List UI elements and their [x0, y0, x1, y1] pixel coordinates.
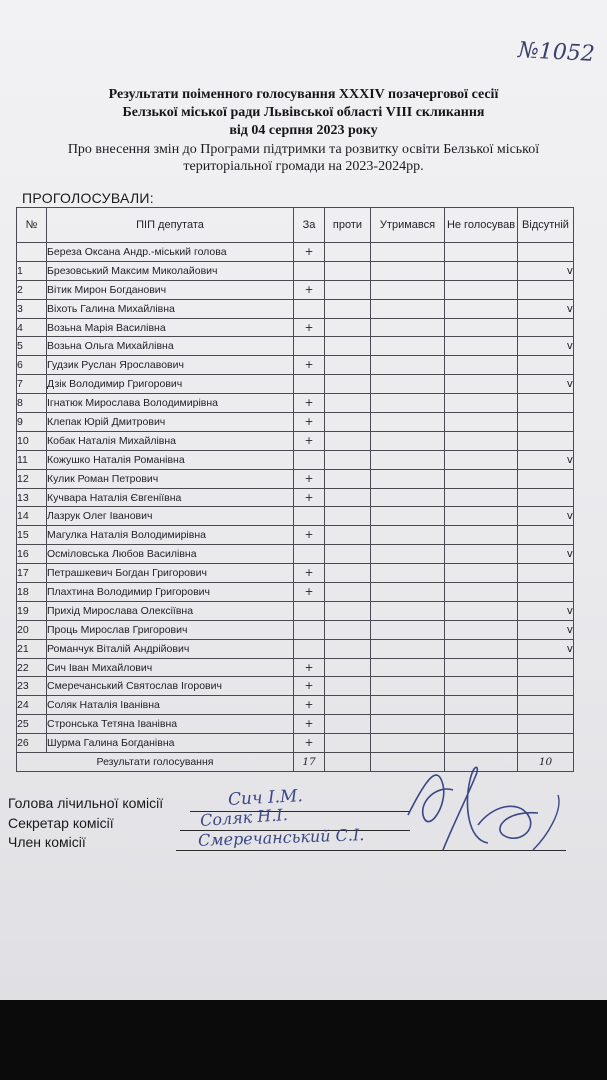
vote-against-cell	[325, 734, 371, 753]
signature-handwritten-secretary: Соляк Н.І.	[199, 804, 289, 831]
row-number: 3	[17, 299, 47, 318]
vote-for-mark	[294, 450, 325, 469]
deputy-name: Віхоть Галина Михайлівна	[47, 299, 294, 318]
table-row	[17, 299, 574, 318]
vote-against-cell	[325, 715, 371, 734]
vote-abstained-cell	[371, 639, 445, 658]
header-not-voted: Не голосував	[445, 208, 518, 243]
table-row	[17, 507, 574, 526]
heading-line-1: Результати поіменного голосування XXXIV позачергової сесії	[108, 87, 499, 102]
vote-abstained-cell	[371, 431, 445, 450]
vote-for-mark	[294, 299, 325, 318]
deputy-name: Шурма Галина Богданівна	[47, 734, 294, 753]
vote-for-mark: +	[294, 394, 325, 413]
signature-role-secretary: Секретар комісії	[8, 815, 114, 831]
signature-scribble-image	[398, 755, 578, 865]
header-name: ПІП депутата	[47, 208, 294, 243]
vote-for-mark: +	[294, 469, 325, 488]
deputy-name: Кобак Наталія Михайлівна	[47, 431, 294, 450]
vote-not-voted-cell	[445, 469, 518, 488]
vote-against-cell	[325, 375, 371, 394]
vote-absent-mark: v	[518, 601, 574, 620]
vote-for-mark: +	[294, 564, 325, 583]
deputy-name: Береза Оксана Андр.-міський голова	[47, 243, 294, 262]
voted-label: ПРОГОЛОСУВАЛИ:	[22, 190, 154, 206]
vote-for-mark: +	[294, 488, 325, 507]
vote-for-mark: +	[294, 356, 325, 375]
deputy-name: Возьна Марія Василівна	[47, 318, 294, 337]
vote-not-voted-cell	[445, 620, 518, 639]
row-number: 10	[17, 431, 47, 450]
vote-against-cell	[325, 261, 371, 280]
vote-not-voted-cell	[445, 526, 518, 545]
vote-abstained-cell	[371, 413, 445, 432]
signature-role-chair: Голова лічильної комісії	[8, 795, 164, 811]
vote-not-voted-cell	[445, 375, 518, 394]
vote-not-voted-cell	[445, 413, 518, 432]
vote-not-voted-cell	[445, 299, 518, 318]
table-row	[17, 715, 574, 734]
vote-absent-mark: v	[518, 299, 574, 318]
vote-for-mark: +	[294, 318, 325, 337]
row-number: 12	[17, 469, 47, 488]
deputy-name: Проць Мирослав Григорович	[47, 620, 294, 639]
deputy-name: Дзік Володимир Григорович	[47, 375, 294, 394]
vote-not-voted-cell	[445, 243, 518, 262]
table-header-row	[17, 208, 574, 243]
totals-absent: 10	[518, 753, 574, 772]
row-number: 19	[17, 601, 47, 620]
header-against: проти	[325, 208, 371, 243]
table-row	[17, 243, 574, 262]
table-row	[17, 564, 574, 583]
vote-against-cell	[325, 545, 371, 564]
table-row	[17, 394, 574, 413]
vote-absent-mark	[518, 431, 574, 450]
table-row	[17, 601, 574, 620]
deputy-name: Петрашкевич Богдан Григорович	[47, 564, 294, 583]
vote-not-voted-cell	[445, 696, 518, 715]
table-row	[17, 375, 574, 394]
vote-abstained-cell	[371, 469, 445, 488]
row-number: 26	[17, 734, 47, 753]
vote-abstained-cell	[371, 337, 445, 356]
vote-for-mark: +	[294, 658, 325, 677]
vote-absent-mark: v	[518, 545, 574, 564]
vote-against-cell	[325, 639, 371, 658]
vote-absent-mark	[518, 715, 574, 734]
row-number: 15	[17, 526, 47, 545]
vote-abstained-cell	[371, 564, 445, 583]
subject-line-2: територіальної громади на 2023-2024рр.	[183, 159, 424, 174]
table-row	[17, 696, 574, 715]
vote-for-mark	[294, 545, 325, 564]
table-row	[17, 639, 574, 658]
vote-absent-mark	[518, 734, 574, 753]
row-number: 4	[17, 318, 47, 337]
vote-absent-mark: v	[518, 620, 574, 639]
deputy-name: Смеречанський Святослав Ігорович	[47, 677, 294, 696]
deputy-name: Кучвара Наталія Євгеніївна	[47, 488, 294, 507]
vote-not-voted-cell	[445, 658, 518, 677]
vote-against-cell	[325, 620, 371, 639]
vote-abstained-cell	[371, 299, 445, 318]
row-number	[17, 243, 47, 262]
vote-for-mark: +	[294, 243, 325, 262]
row-number: 20	[17, 620, 47, 639]
vote-for-mark: +	[294, 526, 325, 545]
deputy-name: Брезовський Максим Миколайович	[47, 261, 294, 280]
vote-against-cell	[325, 564, 371, 583]
header-for: За	[294, 208, 325, 243]
table-row	[17, 620, 574, 639]
table-row	[17, 261, 574, 280]
vote-absent-mark	[518, 469, 574, 488]
totals-label: Результати голосування	[17, 753, 294, 772]
vote-against-cell	[325, 299, 371, 318]
vote-abstained-cell	[371, 488, 445, 507]
vote-abstained-cell	[371, 620, 445, 639]
row-number: 2	[17, 280, 47, 299]
vote-for-mark: +	[294, 431, 325, 450]
vote-not-voted-cell	[445, 318, 518, 337]
vote-against-cell	[325, 696, 371, 715]
vote-abstained-cell	[371, 583, 445, 602]
vote-not-voted-cell	[445, 677, 518, 696]
vote-for-mark	[294, 620, 325, 639]
vote-absent-mark	[518, 356, 574, 375]
vote-abstained-cell	[371, 658, 445, 677]
table-row	[17, 734, 574, 753]
table-row	[17, 583, 574, 602]
vote-not-voted-cell	[445, 583, 518, 602]
row-number: 22	[17, 658, 47, 677]
vote-against-cell	[325, 431, 371, 450]
vote-for-mark	[294, 639, 325, 658]
vote-for-mark: +	[294, 715, 325, 734]
vote-against-cell	[325, 394, 371, 413]
signature-handwritten-chair: Сич І.М.	[227, 786, 304, 810]
vote-absent-mark: v	[518, 261, 574, 280]
row-number: 25	[17, 715, 47, 734]
vote-not-voted-cell	[445, 488, 518, 507]
vote-against-cell	[325, 280, 371, 299]
vote-not-voted-cell	[445, 734, 518, 753]
deputy-name: Возьна Ольга Михайлівна	[47, 337, 294, 356]
vote-absent-mark	[518, 413, 574, 432]
vote-abstained-cell	[371, 507, 445, 526]
vote-absent-mark	[518, 526, 574, 545]
row-number: 11	[17, 450, 47, 469]
vote-absent-mark	[518, 318, 574, 337]
table-row	[17, 356, 574, 375]
row-number: 18	[17, 583, 47, 602]
vote-absent-mark	[518, 583, 574, 602]
vote-not-voted-cell	[445, 337, 518, 356]
header-absent: Відсутній	[518, 208, 574, 243]
vote-absent-mark	[518, 488, 574, 507]
row-number: 1	[17, 261, 47, 280]
vote-absent-mark: v	[518, 450, 574, 469]
row-number: 5	[17, 337, 47, 356]
deputy-name: Романчук Віталій Андрійович	[47, 639, 294, 658]
row-number: 6	[17, 356, 47, 375]
deputy-name: Осміловська Любов Василівна	[47, 545, 294, 564]
vote-not-voted-cell	[445, 450, 518, 469]
deputy-name: Соляк Наталія Іванівна	[47, 696, 294, 715]
vote-absent-mark	[518, 243, 574, 262]
totals-for: 17	[294, 753, 325, 772]
vote-for-mark	[294, 261, 325, 280]
vote-not-voted-cell	[445, 601, 518, 620]
table-row	[17, 658, 574, 677]
row-number: 8	[17, 394, 47, 413]
table-row	[17, 280, 574, 299]
vote-against-cell	[325, 469, 371, 488]
deputy-name: Кулик Роман Петрович	[47, 469, 294, 488]
vote-absent-mark: v	[518, 507, 574, 526]
document-number: №1052	[517, 38, 596, 67]
row-number: 23	[17, 677, 47, 696]
deputy-name: Магулка Наталія Володимирівна	[47, 526, 294, 545]
vote-not-voted-cell	[445, 261, 518, 280]
vote-absent-mark	[518, 677, 574, 696]
vote-absent-mark: v	[518, 337, 574, 356]
row-number: 16	[17, 545, 47, 564]
vote-not-voted-cell	[445, 507, 518, 526]
heading-line-2: Белзької міської ради Львівської області VIII скликання	[122, 105, 485, 120]
deputy-name: Вітик Мирон Богданович	[47, 280, 294, 299]
vote-not-voted-cell	[445, 564, 518, 583]
vote-against-cell	[325, 601, 371, 620]
row-number: 7	[17, 375, 47, 394]
vote-for-mark: +	[294, 413, 325, 432]
subject-line-1: Про внесення змін до Програми підтримки та розвитку освіти Белзької міської	[67, 142, 540, 157]
vote-abstained-cell	[371, 545, 445, 564]
vote-not-voted-cell	[445, 639, 518, 658]
vote-against-cell	[325, 583, 371, 602]
table-row	[17, 677, 574, 696]
vote-not-voted-cell	[445, 545, 518, 564]
voting-table	[16, 207, 574, 772]
deputy-name: Прихід Мирослава Олексіївна	[47, 601, 294, 620]
heading-line-3: від 04 серпня 2023 року	[229, 123, 378, 138]
vote-against-cell	[325, 526, 371, 545]
vote-for-mark	[294, 375, 325, 394]
table-row	[17, 545, 574, 564]
vote-for-mark	[294, 337, 325, 356]
vote-for-mark: +	[294, 696, 325, 715]
deputy-name: Сич Іван Михайлович	[47, 658, 294, 677]
table-row	[17, 450, 574, 469]
vote-not-voted-cell	[445, 715, 518, 734]
row-number: 24	[17, 696, 47, 715]
deputy-name: Стронська Тетяна Іванівна	[47, 715, 294, 734]
vote-absent-mark: v	[518, 375, 574, 394]
vote-against-cell	[325, 413, 371, 432]
header-abstained: Утримався	[371, 208, 445, 243]
vote-not-voted-cell	[445, 431, 518, 450]
vote-abstained-cell	[371, 261, 445, 280]
row-number: 17	[17, 564, 47, 583]
vote-not-voted-cell	[445, 356, 518, 375]
vote-not-voted-cell	[445, 280, 518, 299]
vote-abstained-cell	[371, 450, 445, 469]
deputy-name: Лазрук Олег Іванович	[47, 507, 294, 526]
vote-for-mark: +	[294, 677, 325, 696]
vote-abstained-cell	[371, 677, 445, 696]
row-number: 9	[17, 413, 47, 432]
table-row	[17, 488, 574, 507]
totals-against	[325, 753, 371, 772]
row-number: 21	[17, 639, 47, 658]
table-row	[17, 431, 574, 450]
row-number: 14	[17, 507, 47, 526]
row-number: 13	[17, 488, 47, 507]
vote-absent-mark: v	[518, 639, 574, 658]
vote-absent-mark	[518, 280, 574, 299]
vote-for-mark: +	[294, 583, 325, 602]
deputy-name: Ігнатюк Мирослава Володимирівна	[47, 394, 294, 413]
vote-not-voted-cell	[445, 394, 518, 413]
deputy-name: Гудзик Руслан Ярославович	[47, 356, 294, 375]
table-row	[17, 318, 574, 337]
vote-against-cell	[325, 356, 371, 375]
vote-for-mark	[294, 507, 325, 526]
vote-abstained-cell	[371, 601, 445, 620]
vote-abstained-cell	[371, 734, 445, 753]
vote-abstained-cell	[371, 356, 445, 375]
deputy-name: Плахтина Володимир Григорович	[47, 583, 294, 602]
vote-against-cell	[325, 507, 371, 526]
vote-abstained-cell	[371, 280, 445, 299]
vote-abstained-cell	[371, 526, 445, 545]
table-row	[17, 413, 574, 432]
table-row	[17, 469, 574, 488]
deputy-name: Кожушко Наталія Романівна	[47, 450, 294, 469]
header-number: №	[17, 208, 47, 243]
vote-against-cell	[325, 450, 371, 469]
vote-against-cell	[325, 488, 371, 507]
table-row	[17, 337, 574, 356]
vote-against-cell	[325, 337, 371, 356]
vote-absent-mark	[518, 696, 574, 715]
vote-absent-mark	[518, 564, 574, 583]
vote-against-cell	[325, 318, 371, 337]
vote-against-cell	[325, 658, 371, 677]
vote-absent-mark	[518, 394, 574, 413]
vote-for-mark: +	[294, 734, 325, 753]
vote-against-cell	[325, 243, 371, 262]
table-row	[17, 526, 574, 545]
vote-abstained-cell	[371, 318, 445, 337]
vote-abstained-cell	[371, 715, 445, 734]
signature-handwritten-member: Смеречанський С.І.	[197, 825, 365, 850]
vote-abstained-cell	[371, 696, 445, 715]
vote-for-mark: +	[294, 280, 325, 299]
vote-abstained-cell	[371, 394, 445, 413]
vote-abstained-cell	[371, 243, 445, 262]
deputy-name: Клепак Юрій Дмитрович	[47, 413, 294, 432]
vote-against-cell	[325, 677, 371, 696]
vote-absent-mark	[518, 658, 574, 677]
vote-for-mark	[294, 601, 325, 620]
signature-role-member: Член комісії	[8, 834, 86, 850]
vote-abstained-cell	[371, 375, 445, 394]
